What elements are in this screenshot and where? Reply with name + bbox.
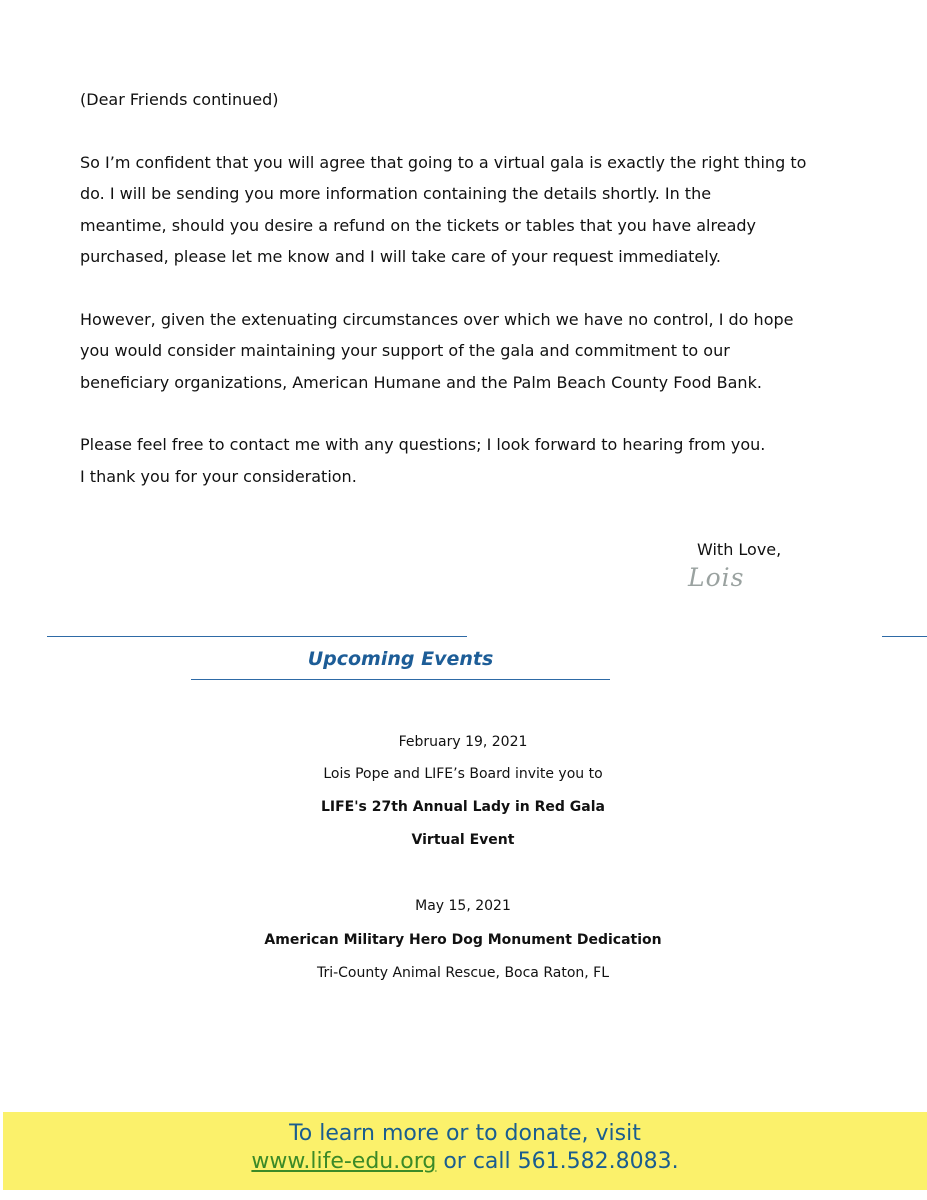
paragraph-line: beneficiary organizations, American Humane and the Palm Beach County Food Bank. xyxy=(80,372,762,392)
event-date: February 19, 2021 xyxy=(398,734,528,750)
closing-text: With Love, xyxy=(697,540,782,559)
event-date: May 15, 2021 xyxy=(415,898,511,914)
continued-heading: (Dear Friends continued) xyxy=(80,90,279,109)
event-name: LIFE's 27th Annual Lady in Red Gala xyxy=(320,799,605,815)
paragraph-line: you would consider maintaining your support of the gala and commitment to our xyxy=(80,341,730,360)
footer-line1: To learn more or to donate, visit xyxy=(289,1121,641,1146)
paragraph-line: purchased, please let me know and I will take care of your request immediately. xyxy=(80,247,721,266)
event-format: Virtual Event xyxy=(411,832,515,848)
divider-right xyxy=(882,636,927,637)
event-name: American Military Hero Dog Monument Dedication xyxy=(264,932,662,948)
events-title: Upcoming Events xyxy=(307,648,494,670)
signature: Lois xyxy=(688,563,745,592)
footer-phone-text: or call 561.582.8083. xyxy=(436,1149,679,1174)
paragraph-line: So I’m confident that you will agree that going to a virtual gala is exactly the right thing to xyxy=(80,152,807,172)
event-location: Tri-County Animal Rescue, Boca Raton, FL xyxy=(316,965,610,981)
paragraph-refund xyxy=(80,147,860,273)
paragraph-line: I thank you for your consideration. xyxy=(80,466,357,486)
paragraph-line: Please feel free to contact me with any questions; I look forward to hearing from you. xyxy=(80,435,766,454)
footer-line2 xyxy=(3,1148,927,1176)
paragraph-line: However, given the extenuating circumstances over which we have no control, I do hope xyxy=(80,309,794,329)
donate-footer xyxy=(3,1112,927,1190)
paragraph-line: do. I will be sending you more information containing the details shortly. In the xyxy=(80,184,712,203)
website-link[interactable]: www.life-edu.org xyxy=(251,1149,437,1174)
event-invite-text: Lois Pope and LIFE’s Board invite you to xyxy=(323,766,603,782)
paragraph-support xyxy=(80,304,860,399)
events-title-underline xyxy=(191,679,610,680)
letter-body xyxy=(80,84,860,492)
divider-left xyxy=(47,636,467,637)
paragraph-line: meantime, should you desire a refund on the tickets or tables that you have already xyxy=(80,215,756,235)
paragraph-contact xyxy=(80,429,860,492)
